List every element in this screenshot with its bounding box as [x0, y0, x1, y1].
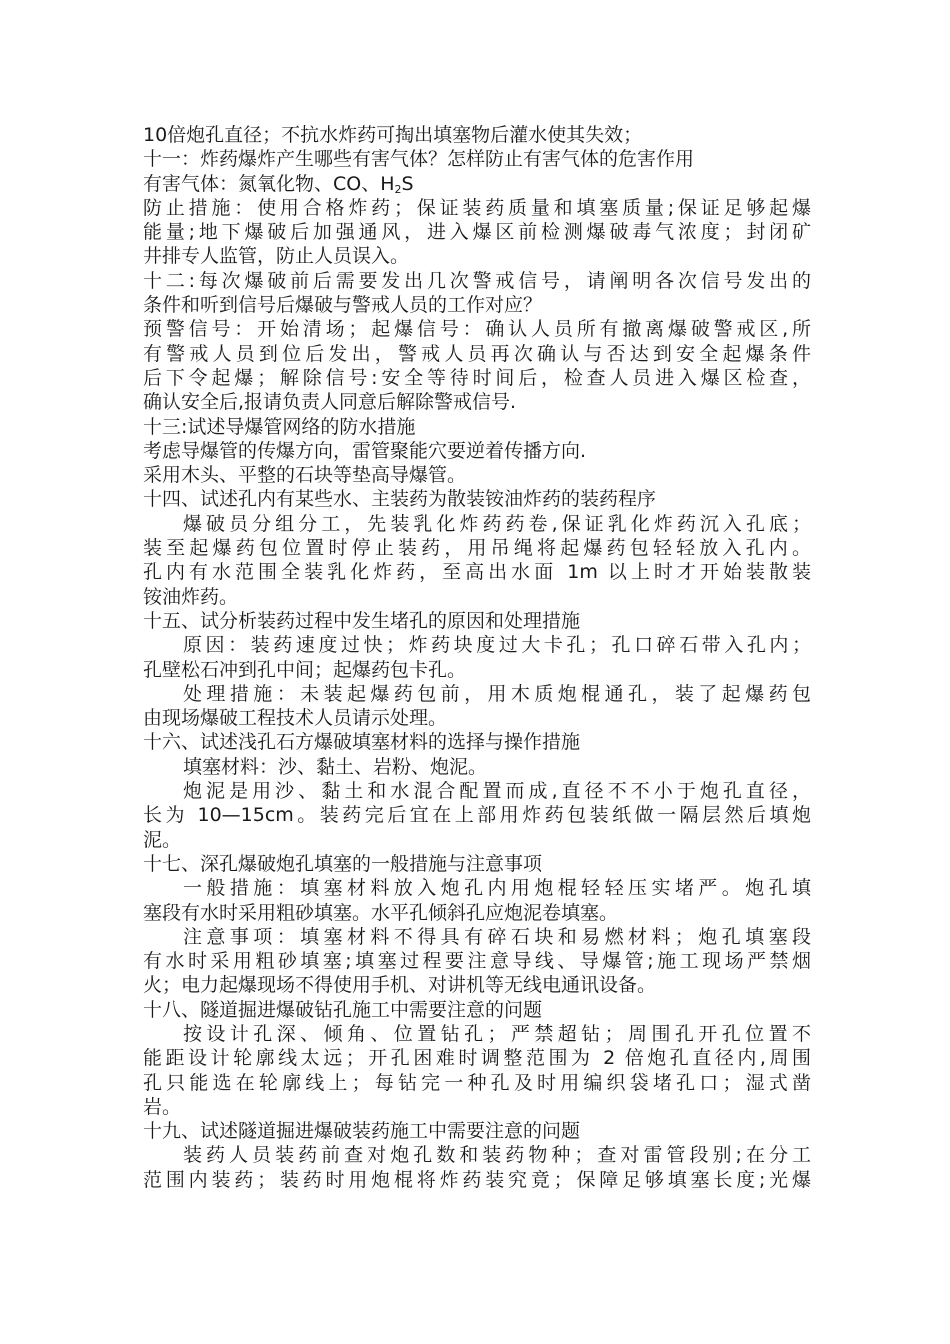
text-line — [143, 487, 811, 511]
line-text: 注意事项：填塞材料不得具有碎石块和易燃材料；炮孔填塞段 — [183, 925, 811, 948]
line-text: 装药人员装药前查对炮孔数和装药物种；查对雷管段别;在分工 — [183, 1144, 811, 1167]
text-line — [143, 147, 811, 171]
line-text: 原因：装药速度过快；炸药块度过大卡孔；孔口碎石带入孔内； — [183, 634, 811, 657]
text-line — [143, 1168, 811, 1192]
text-line — [143, 585, 811, 609]
text-line — [143, 876, 811, 900]
text-line — [143, 1022, 811, 1046]
line-text: 孔壁松石冲到孔中间；起爆药包卡孔。 — [143, 658, 467, 681]
line-text: 塞段有水时采用粗砂填塞。水平孔倾斜孔应炮泥卷填塞。 — [143, 901, 619, 924]
text-line — [143, 755, 811, 779]
text-line — [143, 1119, 811, 1143]
line-text: 铵油炸药。 — [143, 585, 239, 608]
line-text: 考虑导爆管的传爆方向，雷管聚能穴要逆着传播方向. — [143, 439, 587, 462]
line-text: 有水时采用粗砂填塞;填塞过程要注意导线、导爆管;施工现场严禁烟 — [143, 950, 811, 973]
line-text: 条件和听到信号后爆破与警戒人员的工作对应？ — [143, 294, 543, 317]
text-line — [143, 244, 811, 268]
line-text: 一般措施：填塞材料放入炮孔内用炮棍轻轻压实堵严。炮孔填 — [183, 877, 811, 900]
text-line — [143, 1071, 811, 1095]
line-text: 后下令起爆；解除信号:安全等待时间后，检查人员进入爆区检查， — [143, 366, 811, 389]
text-line — [143, 803, 811, 827]
text-line — [143, 1095, 811, 1119]
line-text: 井排专人监管，防止人员误入。 — [143, 245, 410, 268]
text-line — [143, 730, 811, 754]
text-line — [143, 828, 811, 852]
text-line — [143, 998, 811, 1022]
document-body — [143, 123, 811, 1192]
line-text: 十八、隧道掘进爆破钻孔施工中需要注意的问题 — [143, 998, 543, 1021]
text-line — [143, 973, 811, 997]
line-text: 孔只能选在轮廓线上；每钻完一种孔及时用编织袋堵孔口；湿式凿 — [143, 1071, 811, 1094]
line-text: 采用木头、平整的石块等垫高导爆管。 — [143, 464, 467, 487]
text-line — [143, 706, 811, 730]
line-text: 长为 10—15cm。装药完后宜在上部用炸药包装纸做一隔层然后填炮 — [143, 804, 811, 827]
line-text: 十六、试述浅孔石方爆破填塞材料的选择与操作措施 — [143, 731, 581, 754]
text-line — [143, 512, 811, 536]
text-line — [143, 925, 811, 949]
line-text: 十七、深孔爆破炮孔填塞的一般措施与注意事项 — [143, 852, 543, 875]
text-line — [143, 415, 811, 439]
line-text: 按设计孔深、倾角、位置钻孔；严禁超钻；周围孔开孔位置不 — [183, 1022, 811, 1045]
line-text: 有害气体：氮氧化物、CO、H — [143, 172, 395, 195]
text-line — [143, 196, 811, 220]
text-line — [143, 342, 811, 366]
text-line — [143, 682, 811, 706]
text-line — [143, 852, 811, 876]
subscript: 2 — [394, 182, 402, 196]
text-line — [143, 609, 811, 633]
line-text: 十四、试述孔内有某些水、主装药为散装铵油炸药的装药程序 — [143, 488, 657, 511]
text-line — [143, 536, 811, 560]
line-text: 孔内有水范围全装乳化炸药，至高出水面 1m 以上时才开始装散装 — [143, 561, 811, 584]
text-line — [143, 901, 811, 925]
line-text: 预警信号：开始清场；起爆信号：确认人员所有撤离爆破警戒区,所 — [143, 318, 811, 341]
line-text: 处理措施：未装起爆药包前，用木质炮棍通孔，装了起爆药包 — [183, 682, 811, 705]
line-text: 范围内装药；装药时用炮棍将炸药装究竟；保障足够填塞长度;光爆 — [143, 1168, 811, 1191]
text-line — [143, 317, 811, 341]
text-line — [143, 123, 811, 147]
line-text: 爆破员分组分工，先装乳化炸药药卷,保证乳化炸药沉入孔底； — [183, 512, 811, 535]
text-line — [143, 633, 811, 657]
line-text: 泥。 — [143, 828, 182, 851]
text-line — [143, 949, 811, 973]
text-line — [143, 366, 811, 390]
text-line — [143, 269, 811, 293]
text-line — [143, 560, 811, 584]
text-line — [143, 439, 811, 463]
line-text: 10倍炮孔直径；不抗水炸药可掏出填塞物后灌水使其失效； — [143, 124, 643, 146]
line-text: 填塞材料：沙、黏土、岩粉、炮泥。 — [183, 755, 488, 778]
line-text: 确认安全后,报请负责人同意后解除警戒信号. — [143, 391, 517, 414]
line-text: 装至起爆药包位置时停止装药，用吊绳将起爆药包轻轻放入孔内。 — [143, 537, 811, 560]
text-line — [143, 463, 811, 487]
line-text: 火；电力起爆现场不得使用手机、对讲机等无线电通讯设备。 — [143, 974, 657, 997]
line-text: 能距设计轮廓线太远；开孔困难时调整范围为 2 倍炮孔直径内,周围 — [143, 1047, 811, 1070]
text-line — [143, 390, 811, 414]
line-text: 炮泥是用沙、黏土和水混合配置而成,直径不不小于炮孔直径， — [183, 780, 811, 803]
line-text: 防止措施：使用合格炸药；保证装药质量和填塞质量;保证足够起爆 — [143, 196, 811, 219]
text-line — [143, 1143, 811, 1167]
line-text: 能量;地下爆破后加强通风，进入爆区前检测爆破毒气浓度；封闭矿 — [143, 221, 811, 244]
line-text: 十三:试述导爆管网络的防水措施 — [143, 415, 416, 438]
line-text: 十二:每次爆破前后需要发出几次警戒信号，请阐明各次信号发出的 — [143, 269, 811, 292]
text-line — [143, 1046, 811, 1070]
line-text: 十五、试分析装药过程中发生堵孔的原因和处理措施 — [143, 609, 581, 632]
text-line — [143, 779, 811, 803]
text-line — [143, 658, 811, 682]
text-line — [143, 172, 811, 196]
line-text: 由现场爆破工程技术人员请示处理。 — [143, 707, 448, 730]
text-line — [143, 293, 811, 317]
line-text: 岩。 — [143, 1095, 182, 1118]
line-text: 十一：炸药爆炸产生哪些有害气体？怎样防止有害气体的危害作用 — [143, 148, 695, 171]
line-text: 十九、试述隧道掘进爆破装药施工中需要注意的问题 — [143, 1120, 581, 1143]
line-text: 有警戒人员到位后发出，警戒人员再次确认与否达到安全起爆条件 — [143, 342, 811, 365]
text-line — [143, 220, 811, 244]
line-tail: S — [401, 172, 414, 195]
